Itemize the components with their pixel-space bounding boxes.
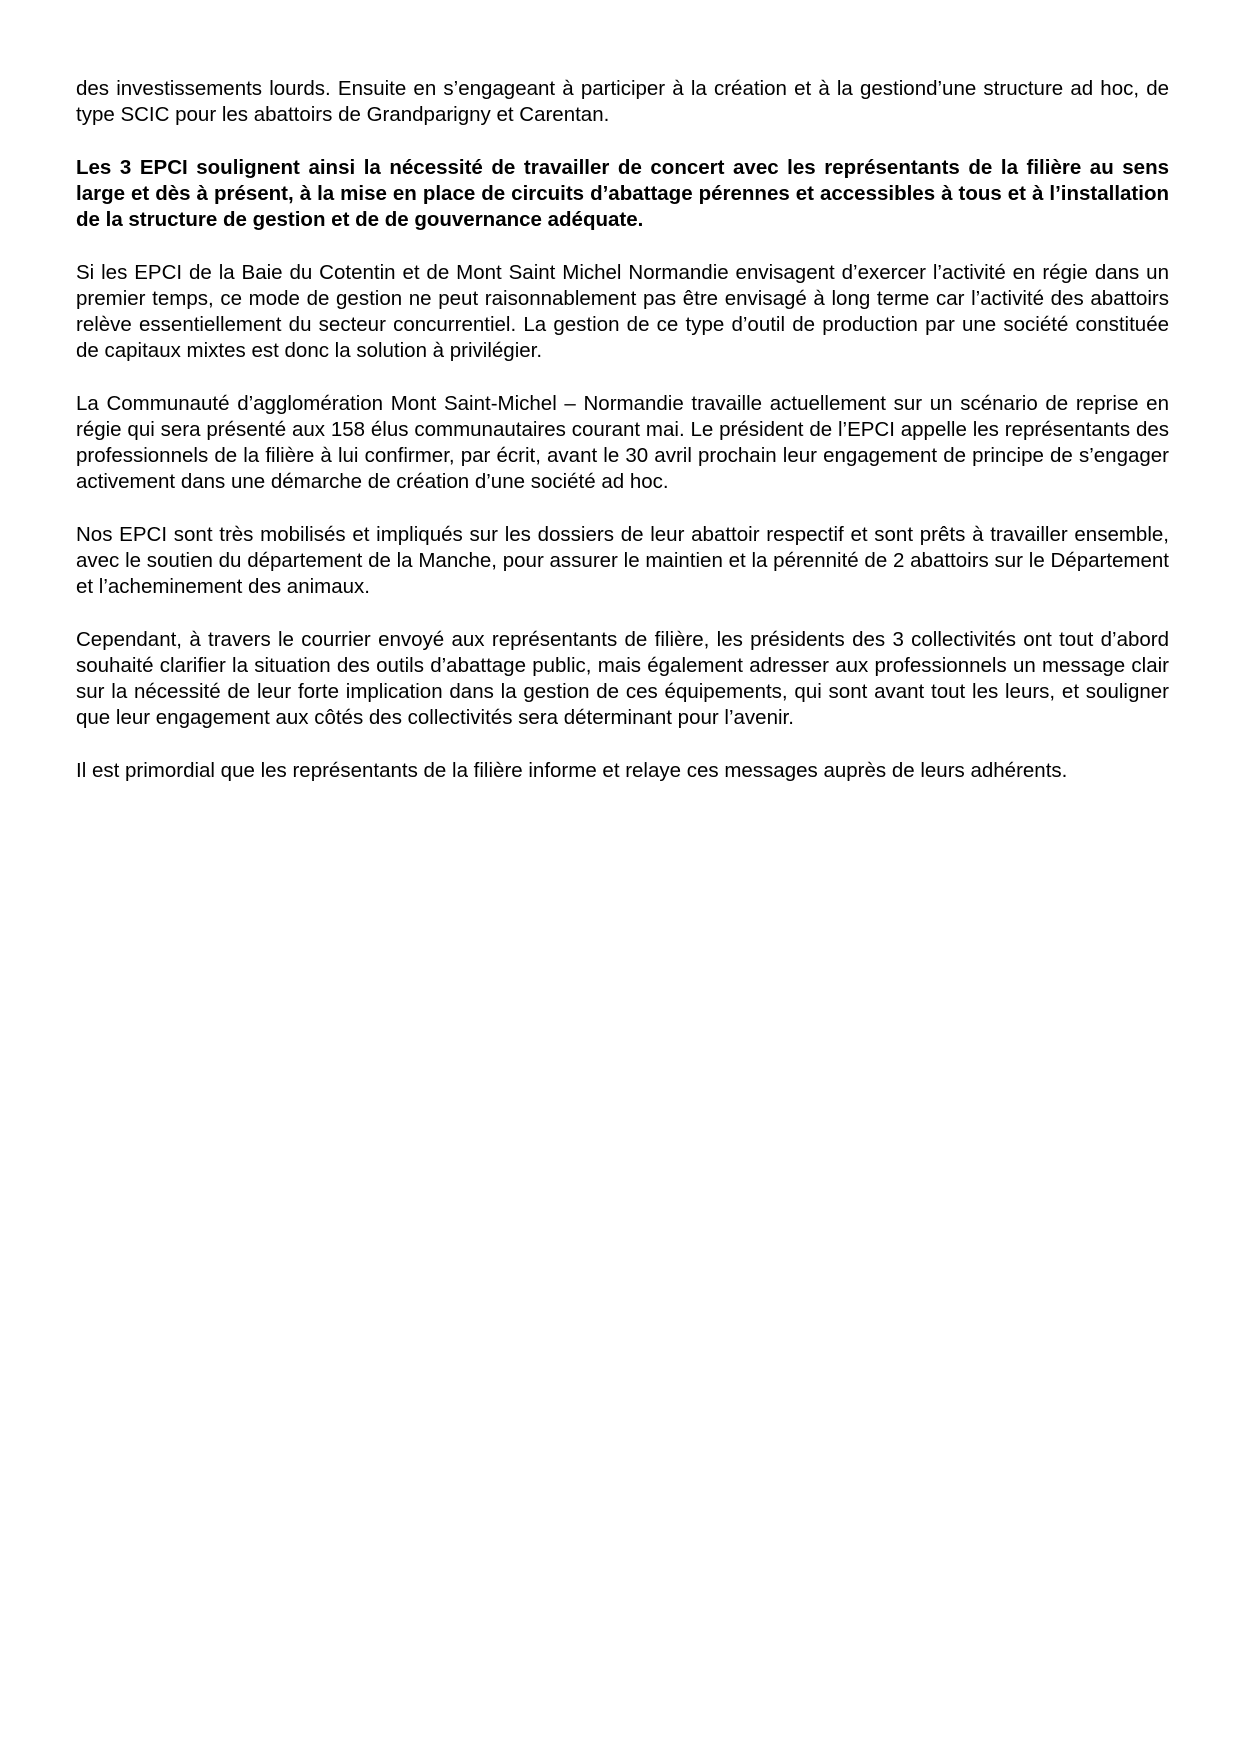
- paragraph-courrier-filiere: Cependant, à travers le courrier envoyé aux représentants de filière, les présidents des 3 collectivités ont tout d’abord souhaité clarifier la situation des outils d’abattage public, mais également adresser aux professionnels un message clair sur la nécessité de leur forte implication dans la gestion de ces équipements, qui sont avant tout les leurs, et souligner que leur engagement aux côtés des collectivités sera déterminant pour l’avenir.: [76, 628, 1169, 729]
- paragraph-intro-investments: des investissements lourds. Ensuite en s’engageant à participer à la création et à la gestiond’une structure ad hoc, de type SCIC pour les abattoirs de Grandparigny et Carentan.: [76, 77, 1169, 126]
- paragraph-regie-management: Si les EPCI de la Baie du Cotentin et de Mont Saint Michel Normandie envisagent d’exercer l’activité en régie dans un premier temps, ce mode de gestion ne peut raisonnablement pas être envisagé à long terme car l’activité des abattoirs relève essentiellement du secteur concurrentiel. La gestion de ce type d’outil de production par une société constituée de capitaux mixtes est donc la solution à privilégier.: [76, 261, 1169, 362]
- document-body: [76, 76, 1169, 811]
- paragraph-epci-emphasis: Les 3 EPCI soulignent ainsi la nécessité de travailler de concert avec les représentants de la filière au sens large et dès à présent, à la mise en place de circuits d’abattage pérennes et accessibles à tous et à l’installation de la structure de gestion et de de gouvernance adéquate.: [76, 156, 1169, 231]
- paragraph-relay-messages: Il est primordial que les représentants de la filière informe et relaye ces messages auprès de leurs adhérents.: [76, 759, 1068, 782]
- paragraph-epci-mobilisation: Nos EPCI sont très mobilisés et impliqués sur les dossiers de leur abattoir respectif et sont prêts à travailler ensemble, avec le soutien du département de la Manche, pour assurer le maintien et la pérennité de 2 abattoirs sur le Département et l’acheminement des animaux.: [76, 523, 1169, 598]
- paragraph-communaute-scenario: La Communauté d’agglomération Mont Saint-Michel – Normandie travaille actuellement sur un scénario de reprise en régie qui sera présenté aux 158 élus communautaires courant mai. Le président de l’EPCI appelle les représentants des professionnels de la filière à lui confirmer, par écrit, avant le 30 avril prochain leur engagement de principe de s’engager activement dans une démarche de création d’une société ad hoc.: [76, 392, 1169, 493]
